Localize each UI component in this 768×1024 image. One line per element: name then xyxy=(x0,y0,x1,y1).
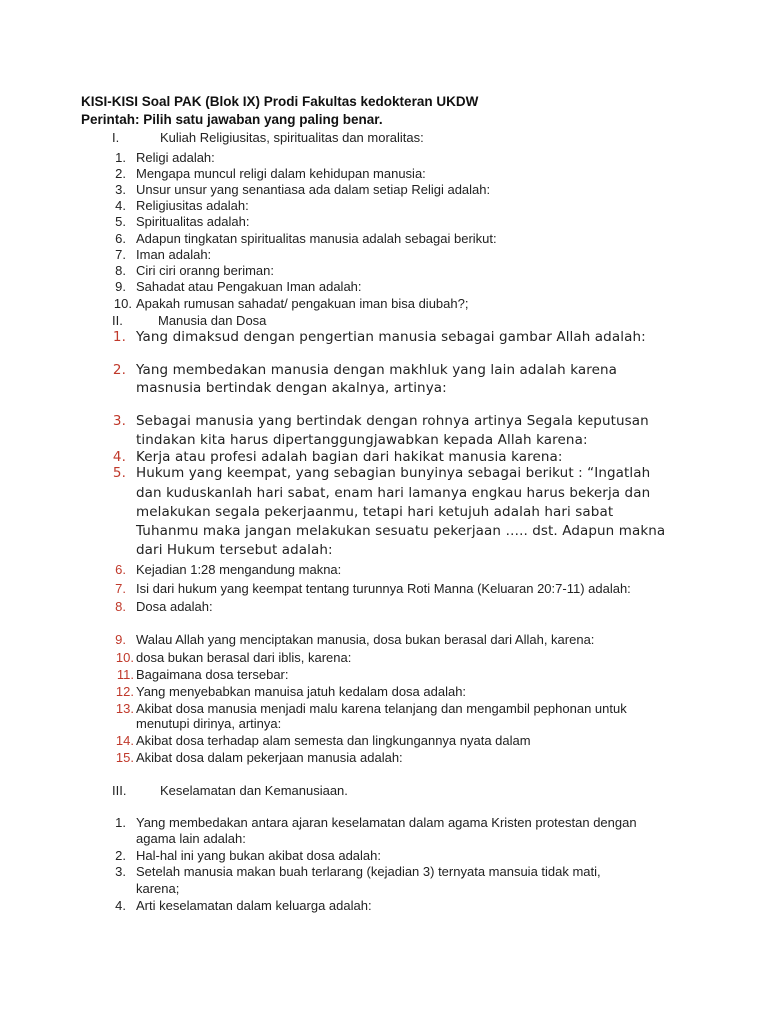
list-item-continuation: dan kuduskanlah hari sabat, enam hari lamanya engkau harus bekerja dan xyxy=(136,485,651,501)
instruction-text: Perintah: Pilih satu jawaban yang paling benar. xyxy=(81,112,383,127)
document-title: KISI-KISI Soal PAK (Blok IX) Prodi Fakultas kedokteran UKDW xyxy=(81,94,479,109)
list-item-continuation: karena; xyxy=(136,881,180,896)
section-3-numeral: III. xyxy=(112,783,127,798)
section-2-title: Manusia dan Dosa xyxy=(158,313,267,328)
list-item-continuation: masnusia bertindak dengan akalnya, artinya: xyxy=(136,380,447,396)
list-item-continuation: melakukan segala pekerjaanmu, tetapi hari ketujuh adalah hari sabat xyxy=(136,504,614,520)
list-item-continuation: agama lain adalah: xyxy=(136,831,246,846)
section-2-numeral: II. xyxy=(112,313,123,328)
section-1-numeral: I. xyxy=(112,130,120,145)
list-item-continuation: menutupi dirinya, artinya: xyxy=(136,716,282,731)
section-3-title: Keselamatan dan Kemanusiaan. xyxy=(160,783,348,798)
document-page: KISI-KISI Soal PAK (Blok IX) Prodi Fakultas kedokteran UKDW Perintah: Pilih satu jawaban yang paling benar. I. Kuliah Religiusitas, spiritualitas dan moralitas: 1. Religi adalah: 2. Mengapa muncul religi dalam kehidupan manusia: 3. Unsur unsur yang senantiasa ada dalam setiap Religi adalah: 4. Religiusitas adalah: 5. Spiritualitas adalah: 6. Adapun tingkatan spiritualitas manusia adalah sebagai berikut: 7. Iman adalah: 8. Ciri ciri oranng beriman: 9. Sahadat atau Pengakuan Iman adalah: 10. Apakah rumusan sahadat/ pengakuan iman bisa diubah?; II. Manusia dan Dosa 1. Yang dimaksud dengan pengertian manusia sebagai gambar Allah adalah: 2. Yang membedakan manusia dengan makhluk yang lain adalah karena masnusia bertindak dengan akalnya, artinya: 3. Sebagai manusia yang bertindak dengan rohnya artinya Segala keputusan tindakan kita harus dipertanggungjawabkan kepada Allah karena: 4. Kerja atau profesi adalah bagian dari hakikat manusia karena: 5. Hukum yang keempat, yang sebagian bunyinya sebagai berikut : “Ingatlah dan kuduskanlah hari sabat, enam hari lamanya engkau harus bekerja dan melakukan segala pekerjaanmu, tetapi hari ketujuh adalah hari sabat Tuhanmu maka jangan melakukan sesuatu pekerjaan ….. dst. Adapun makna dari Hukum tersebut adalah: 6. Kejadian 1:28 mengandung makna: 7. Isi dari hukum yang keempat tentang turunnya Roti Manna (Keluaran 20:7-11) adalah: 8. Dosa adalah: 9. Walau Allah yang menciptakan manusia, dosa bukan berasal dari Allah, karena: 10. dosa bukan berasal dari iblis, karena: 11. Bagaimana dosa tersebar: 12. Yang menyebabkan manuisa jatuh kedalam dosa adalah: 13. Akibat dosa manusia menjadi malu karena telanjang dan mengambil pephonan untuk menutupi dirinya, artinya: 14. Akibat dosa terhadap alam semesta dan lingkungannya nyata dalam 15. Akibat dosa dalam pekerjaan manusia adalah: III. Keselamatan dan Kemanusiaan. 1. Yang membedakan antara ajaran keselamatan dalam agama Kristen protestan dengan agama lain adalah: 2. Hal-hal ini yang bukan akibat dosa adalah: 3. Setelah manusia makan buah terlarang (kejadian 3) ternyata mansuia tidak mati, karena; 4. Arti keselamatan dalam keluarga adalah: xyxy=(81,94,666,913)
list-item-continuation: dari Hukum tersebut adalah: xyxy=(136,542,333,558)
list-item-continuation: tindakan kita harus dipertanggungjawabkan kepada Allah karena: xyxy=(136,432,588,448)
section-1-title: Kuliah Religiusitas, spiritualitas dan moralitas: xyxy=(160,130,424,145)
list-item-continuation: Tuhanmu maka jangan melakukan sesuatu pekerjaan ….. dst. Adapun makna xyxy=(136,523,666,539)
